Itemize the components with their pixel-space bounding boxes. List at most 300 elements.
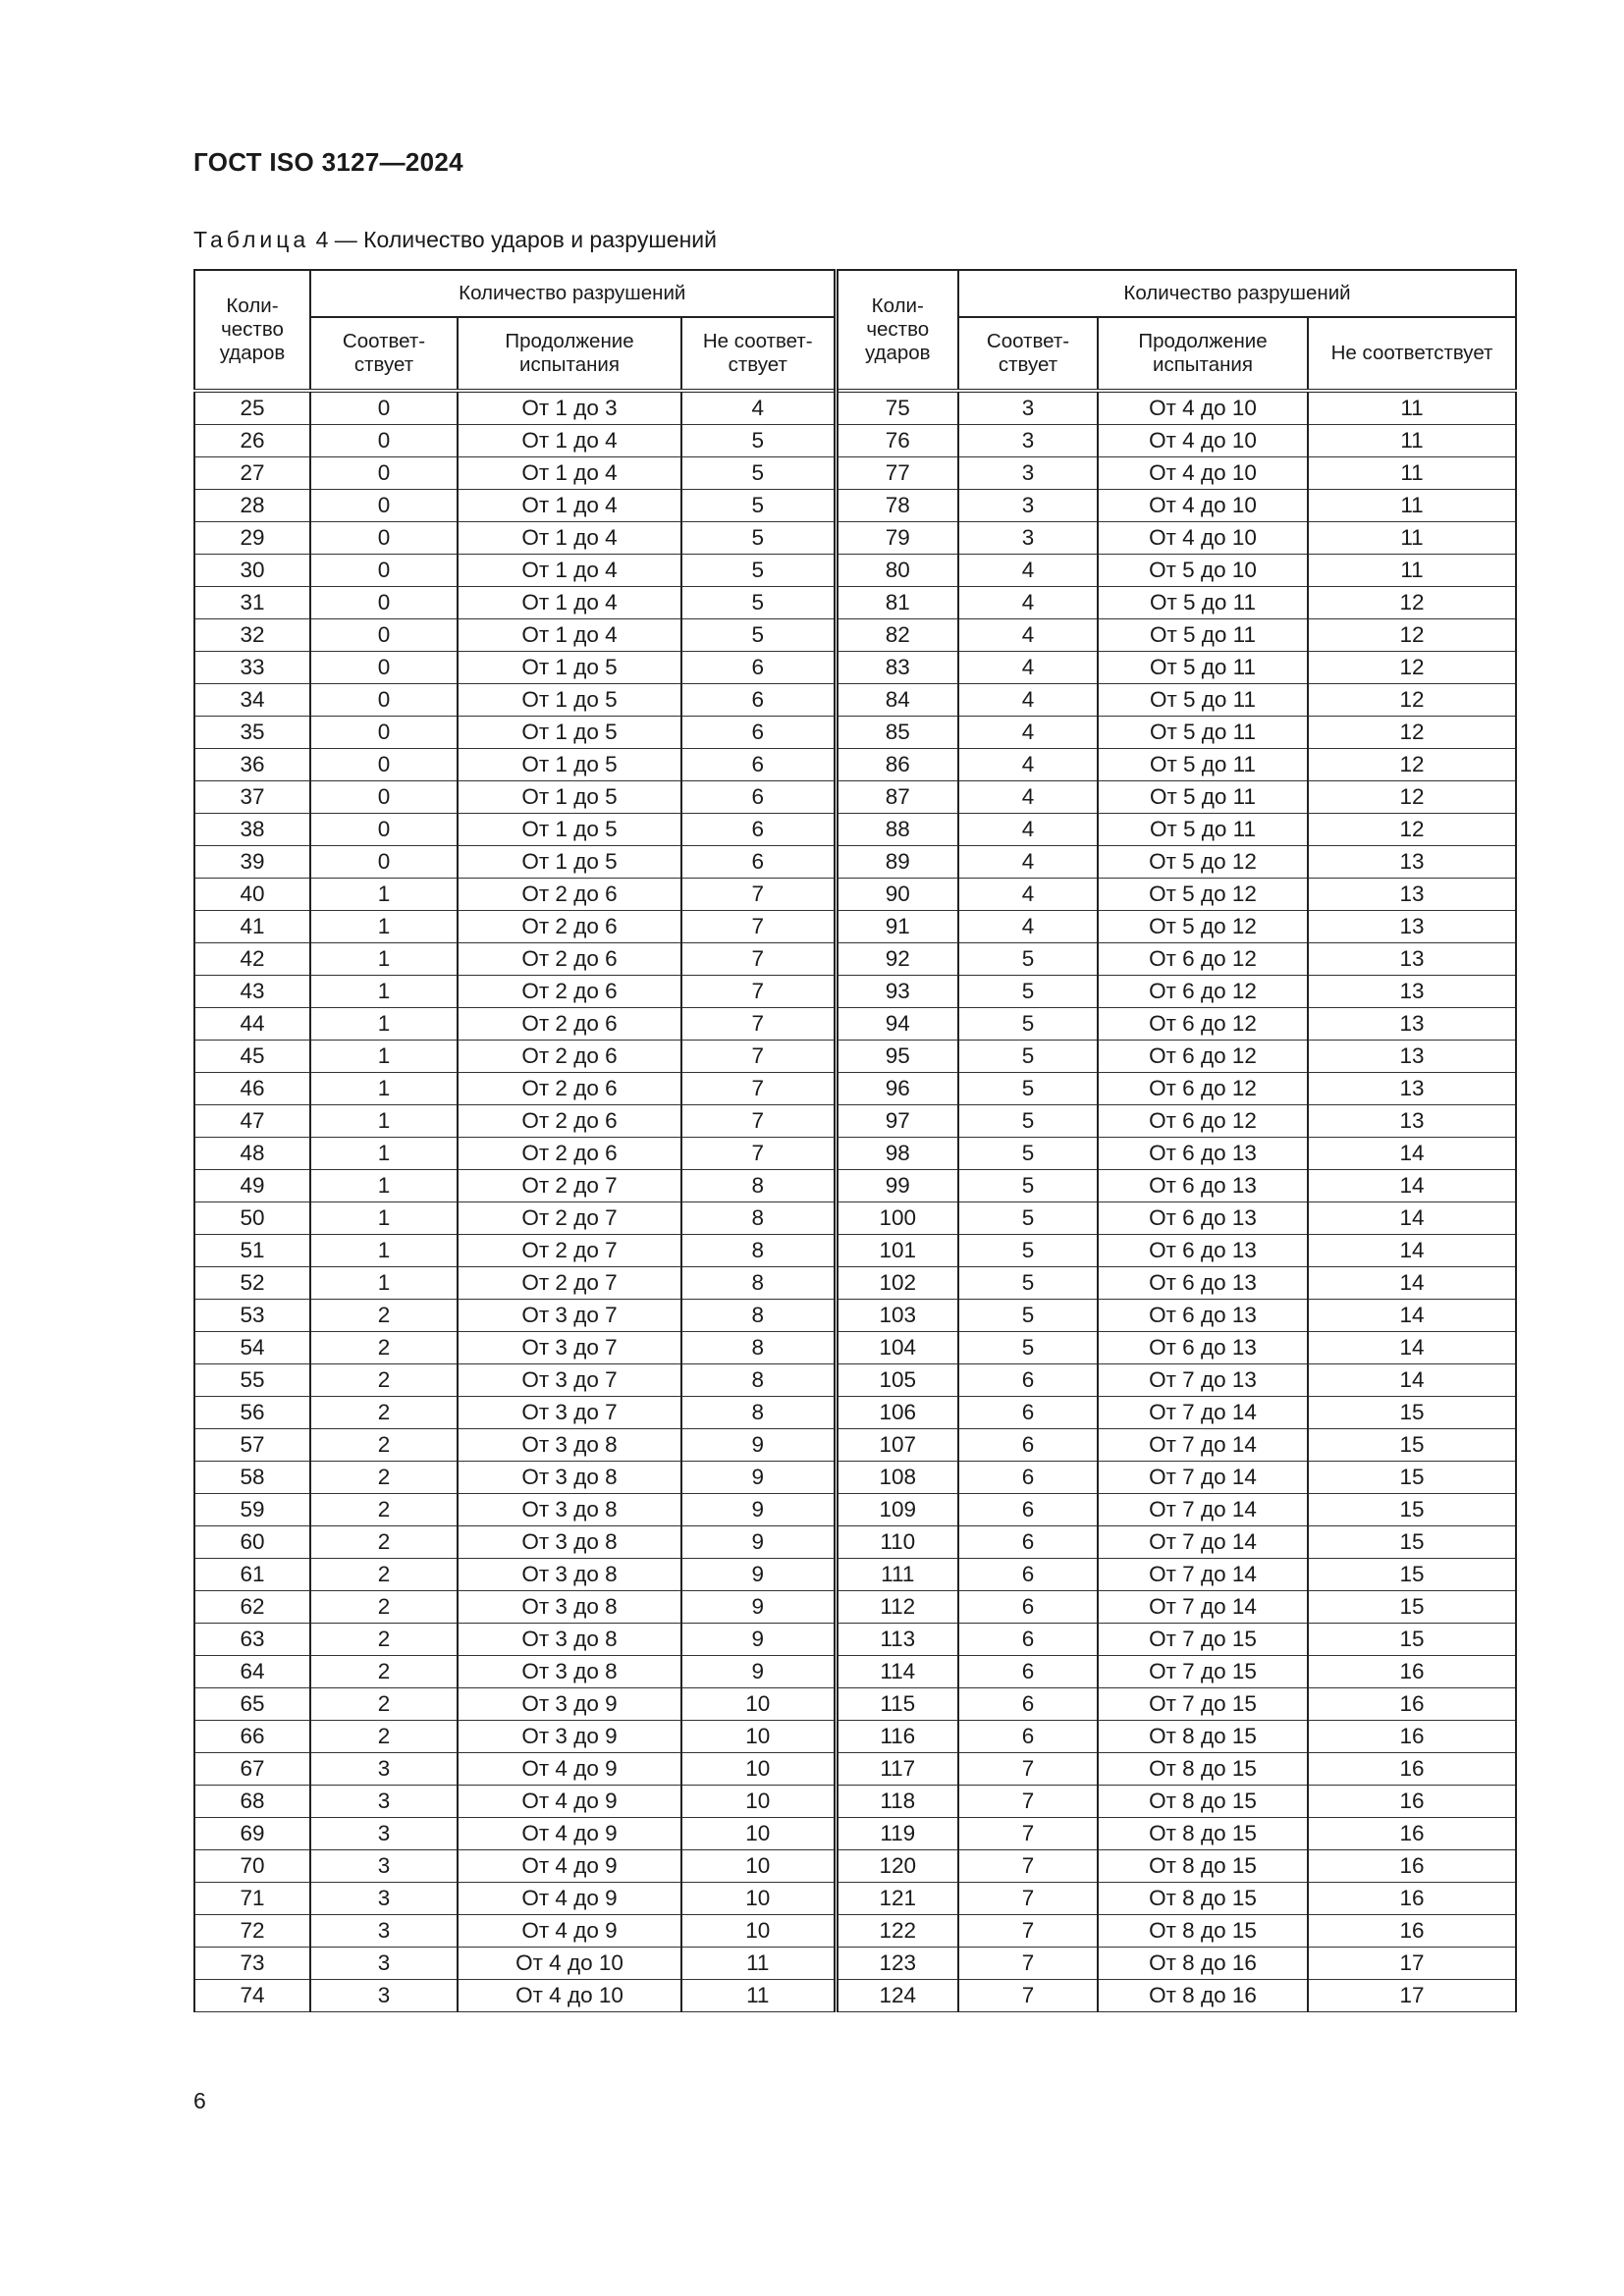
table-cell-continue-range-left: От 4 до 9 [458, 1915, 681, 1948]
table-cell-impact-count-left: 31 [194, 587, 310, 619]
table-cell-nonconform-count-right: 12 [1308, 684, 1516, 717]
table-cell-nonconform-count-left: 10 [681, 1688, 836, 1721]
table-cell-impact-count-left: 25 [194, 391, 310, 425]
table-cell-conform-count-right: 4 [958, 814, 1098, 846]
header-failures-group-right: Количество разрушений [958, 270, 1516, 317]
table-cell-nonconform-count-left: 10 [681, 1721, 836, 1753]
table-cell-conform-count-right: 4 [958, 879, 1098, 911]
table-cell-continue-range-right: От 7 до 13 [1098, 1364, 1308, 1397]
table-cell-impact-count-left: 42 [194, 943, 310, 976]
header-nonconform-left: Не соответ- ствует [681, 317, 836, 391]
table-row [194, 1818, 1516, 1850]
table-cell-continue-range-left: От 1 до 4 [458, 587, 681, 619]
table-cell-impact-count-right: 109 [836, 1494, 958, 1526]
table-cell-continue-range-right: От 6 до 13 [1098, 1138, 1308, 1170]
table-cell-continue-range-right: От 5 до 11 [1098, 619, 1308, 652]
table-cell-conform-count-left: 1 [310, 1138, 458, 1170]
table-cell-nonconform-count-left: 9 [681, 1559, 836, 1591]
table-cell-continue-range-left: От 2 до 6 [458, 943, 681, 976]
table-cell-continue-range-left: От 3 до 8 [458, 1591, 681, 1624]
table-cell-conform-count-right: 5 [958, 1041, 1098, 1073]
table-cell-conform-count-left: 0 [310, 490, 458, 522]
header-continue-right: Продолжение испытания [1098, 317, 1308, 391]
table-cell-continue-range-left: От 4 до 9 [458, 1786, 681, 1818]
table-cell-conform-count-left: 0 [310, 522, 458, 555]
table-cell-impact-count-left: 48 [194, 1138, 310, 1170]
table-cell-continue-range-left: От 2 до 6 [458, 911, 681, 943]
table-cell-conform-count-right: 6 [958, 1494, 1098, 1526]
table-cell-conform-count-right: 4 [958, 749, 1098, 781]
table-cell-continue-range-right: От 7 до 15 [1098, 1656, 1308, 1688]
table-cell-continue-range-right: От 6 до 13 [1098, 1170, 1308, 1202]
impacts-failures-table [193, 269, 1517, 2012]
table-cell-impact-count-right: 96 [836, 1073, 958, 1105]
table-cell-conform-count-left: 3 [310, 1948, 458, 1980]
table-cell-continue-range-left: От 2 до 6 [458, 879, 681, 911]
table-cell-nonconform-count-right: 13 [1308, 1008, 1516, 1041]
table-cell-impact-count-left: 29 [194, 522, 310, 555]
table-cell-nonconform-count-left: 7 [681, 1138, 836, 1170]
table-cell-conform-count-right: 5 [958, 1332, 1098, 1364]
table-cell-conform-count-left: 2 [310, 1591, 458, 1624]
table-cell-nonconform-count-left: 9 [681, 1429, 836, 1462]
table-cell-conform-count-right: 3 [958, 457, 1098, 490]
table-cell-nonconform-count-right: 15 [1308, 1494, 1516, 1526]
table-cell-continue-range-left: От 3 до 8 [458, 1462, 681, 1494]
table-row [194, 1462, 1516, 1494]
table-row [194, 1300, 1516, 1332]
document-code: ГОСТ ISO 3127—2024 [193, 147, 463, 177]
table-cell-impact-count-right: 121 [836, 1883, 958, 1915]
table-cell-continue-range-left: От 1 до 5 [458, 781, 681, 814]
table-cell-nonconform-count-right: 16 [1308, 1721, 1516, 1753]
table-cell-nonconform-count-right: 16 [1308, 1786, 1516, 1818]
table-cell-continue-range-left: От 4 до 10 [458, 1980, 681, 2012]
table-cell-conform-count-right: 7 [958, 1948, 1098, 1980]
table-row [194, 749, 1516, 781]
table-cell-impact-count-left: 73 [194, 1948, 310, 1980]
table-row [194, 1138, 1516, 1170]
table-row [194, 1397, 1516, 1429]
table-cell-conform-count-right: 5 [958, 1008, 1098, 1041]
table-cell-continue-range-left: От 1 до 4 [458, 425, 681, 457]
table-row [194, 1948, 1516, 1980]
table-cell-impact-count-right: 103 [836, 1300, 958, 1332]
table-cell-impact-count-right: 102 [836, 1267, 958, 1300]
table-cell-conform-count-right: 6 [958, 1462, 1098, 1494]
table-cell-nonconform-count-right: 16 [1308, 1656, 1516, 1688]
table-cell-impact-count-right: 112 [836, 1591, 958, 1624]
table-cell-continue-range-right: От 7 до 14 [1098, 1429, 1308, 1462]
table-cell-nonconform-count-right: 17 [1308, 1948, 1516, 1980]
table-cell-impact-count-right: 81 [836, 587, 958, 619]
table-cell-impact-count-right: 113 [836, 1624, 958, 1656]
table-cell-conform-count-left: 2 [310, 1526, 458, 1559]
table-cell-conform-count-right: 5 [958, 1105, 1098, 1138]
table-cell-conform-count-right: 6 [958, 1624, 1098, 1656]
table-cell-impact-count-left: 66 [194, 1721, 310, 1753]
table-cell-conform-count-left: 0 [310, 555, 458, 587]
table-cell-nonconform-count-right: 16 [1308, 1818, 1516, 1850]
table-cell-conform-count-right: 6 [958, 1559, 1098, 1591]
table-cell-nonconform-count-left: 10 [681, 1753, 836, 1786]
table-row [194, 1753, 1516, 1786]
table-cell-conform-count-left: 2 [310, 1462, 458, 1494]
table-cell-impact-count-right: 107 [836, 1429, 958, 1462]
table-cell-continue-range-right: От 6 до 12 [1098, 1041, 1308, 1073]
table-cell-conform-count-left: 2 [310, 1688, 458, 1721]
table-cell-nonconform-count-left: 8 [681, 1332, 836, 1364]
table-cell-impact-count-left: 67 [194, 1753, 310, 1786]
table-cell-continue-range-left: От 1 до 5 [458, 749, 681, 781]
table-cell-continue-range-left: От 2 до 6 [458, 1105, 681, 1138]
table-cell-nonconform-count-right: 16 [1308, 1688, 1516, 1721]
table-cell-conform-count-right: 4 [958, 652, 1098, 684]
table-cell-conform-count-left: 0 [310, 619, 458, 652]
table-cell-conform-count-left: 2 [310, 1300, 458, 1332]
table-cell-continue-range-right: От 5 до 12 [1098, 879, 1308, 911]
table-cell-continue-range-left: От 1 до 5 [458, 814, 681, 846]
table-cell-continue-range-left: От 3 до 7 [458, 1300, 681, 1332]
table-cell-continue-range-left: От 3 до 8 [458, 1494, 681, 1526]
table-cell-conform-count-right: 5 [958, 1138, 1098, 1170]
table-cell-conform-count-right: 5 [958, 1073, 1098, 1105]
table-cell-nonconform-count-right: 14 [1308, 1138, 1516, 1170]
table-cell-continue-range-right: От 6 до 12 [1098, 943, 1308, 976]
table-cell-continue-range-left: От 1 до 3 [458, 391, 681, 425]
table-cell-impact-count-right: 122 [836, 1915, 958, 1948]
table-cell-nonconform-count-right: 11 [1308, 425, 1516, 457]
table-cell-continue-range-left: От 1 до 5 [458, 846, 681, 879]
table-row [194, 619, 1516, 652]
table-row [194, 1688, 1516, 1721]
table-cell-continue-range-left: От 2 до 7 [458, 1235, 681, 1267]
table-cell-conform-count-left: 1 [310, 1267, 458, 1300]
table-row [194, 1073, 1516, 1105]
table-cell-impact-count-left: 39 [194, 846, 310, 879]
table-cell-nonconform-count-right: 15 [1308, 1429, 1516, 1462]
table-cell-nonconform-count-left: 5 [681, 555, 836, 587]
table-cell-impact-count-right: 79 [836, 522, 958, 555]
table-cell-conform-count-right: 5 [958, 976, 1098, 1008]
table-cell-impact-count-right: 92 [836, 943, 958, 976]
table-cell-conform-count-left: 1 [310, 1041, 458, 1073]
table-cell-conform-count-left: 0 [310, 846, 458, 879]
table-cell-conform-count-right: 7 [958, 1818, 1098, 1850]
table-cell-conform-count-left: 1 [310, 911, 458, 943]
table-row [194, 943, 1516, 976]
table-cell-impact-count-left: 61 [194, 1559, 310, 1591]
table-row [194, 522, 1516, 555]
table-cell-continue-range-right: От 4 до 10 [1098, 425, 1308, 457]
table-cell-continue-range-left: От 1 до 4 [458, 619, 681, 652]
table-cell-conform-count-left: 3 [310, 1850, 458, 1883]
table-cell-continue-range-left: От 2 до 6 [458, 1073, 681, 1105]
table-cell-nonconform-count-right: 15 [1308, 1526, 1516, 1559]
table-row [194, 1364, 1516, 1397]
table-cell-impact-count-right: 94 [836, 1008, 958, 1041]
table-row [194, 425, 1516, 457]
table-cell-nonconform-count-right: 14 [1308, 1267, 1516, 1300]
table-cell-impact-count-right: 80 [836, 555, 958, 587]
table-cell-impact-count-right: 104 [836, 1332, 958, 1364]
table-cell-continue-range-right: От 6 до 13 [1098, 1267, 1308, 1300]
table-cell-conform-count-right: 6 [958, 1429, 1098, 1462]
table-cell-continue-range-left: От 2 до 7 [458, 1202, 681, 1235]
table-cell-continue-range-right: От 6 до 12 [1098, 1105, 1308, 1138]
table-cell-nonconform-count-left: 10 [681, 1818, 836, 1850]
table-cell-nonconform-count-left: 9 [681, 1494, 836, 1526]
table-cell-continue-range-left: От 4 до 9 [458, 1850, 681, 1883]
table-cell-conform-count-left: 0 [310, 749, 458, 781]
table-cell-continue-range-left: От 2 до 6 [458, 1041, 681, 1073]
table-cell-continue-range-right: От 4 до 10 [1098, 391, 1308, 425]
table-cell-impact-count-left: 69 [194, 1818, 310, 1850]
table-cell-conform-count-left: 2 [310, 1624, 458, 1656]
table-cell-impact-count-right: 90 [836, 879, 958, 911]
table-cell-impact-count-left: 70 [194, 1850, 310, 1883]
table-cell-conform-count-left: 0 [310, 425, 458, 457]
table-cell-impact-count-left: 38 [194, 814, 310, 846]
table-row [194, 1494, 1516, 1526]
table-cell-impact-count-left: 60 [194, 1526, 310, 1559]
table-caption [193, 227, 717, 253]
table-cell-nonconform-count-left: 6 [681, 749, 836, 781]
table-cell-impact-count-left: 68 [194, 1786, 310, 1818]
table-cell-nonconform-count-left: 6 [681, 652, 836, 684]
table-cell-nonconform-count-right: 13 [1308, 879, 1516, 911]
table-row [194, 1008, 1516, 1041]
table-cell-nonconform-count-right: 12 [1308, 652, 1516, 684]
table-cell-continue-range-right: От 4 до 10 [1098, 522, 1308, 555]
table-cell-impact-count-left: 72 [194, 1915, 310, 1948]
table-cell-impact-count-left: 44 [194, 1008, 310, 1041]
table-cell-continue-range-right: От 6 до 12 [1098, 1008, 1308, 1041]
table-cell-nonconform-count-left: 9 [681, 1624, 836, 1656]
table-cell-nonconform-count-right: 11 [1308, 490, 1516, 522]
table-row [194, 1591, 1516, 1624]
table-cell-conform-count-left: 2 [310, 1656, 458, 1688]
table-cell-conform-count-right: 7 [958, 1753, 1098, 1786]
table-row [194, 1105, 1516, 1138]
table-cell-impact-count-right: 88 [836, 814, 958, 846]
table-cell-continue-range-left: От 1 до 4 [458, 490, 681, 522]
table-cell-nonconform-count-right: 14 [1308, 1364, 1516, 1397]
table-cell-nonconform-count-left: 8 [681, 1267, 836, 1300]
table-row [194, 1721, 1516, 1753]
table-cell-conform-count-left: 2 [310, 1397, 458, 1429]
table-cell-conform-count-right: 6 [958, 1526, 1098, 1559]
table-cell-continue-range-right: От 5 до 11 [1098, 781, 1308, 814]
table-caption-prefix: Таблица [193, 227, 310, 252]
table-cell-nonconform-count-right: 14 [1308, 1170, 1516, 1202]
table-cell-continue-range-right: От 8 до 15 [1098, 1883, 1308, 1915]
table-cell-impact-count-right: 99 [836, 1170, 958, 1202]
table-cell-impact-count-right: 108 [836, 1462, 958, 1494]
table-row [194, 814, 1516, 846]
table-cell-nonconform-count-left: 7 [681, 879, 836, 911]
table-cell-impact-count-right: 85 [836, 717, 958, 749]
table-cell-impact-count-left: 45 [194, 1041, 310, 1073]
table-cell-nonconform-count-left: 9 [681, 1656, 836, 1688]
table-cell-nonconform-count-left: 10 [681, 1786, 836, 1818]
table-row [194, 1883, 1516, 1915]
table-cell-impact-count-right: 120 [836, 1850, 958, 1883]
table-row [194, 1202, 1516, 1235]
table-cell-conform-count-right: 6 [958, 1364, 1098, 1397]
table-cell-impact-count-left: 33 [194, 652, 310, 684]
table-cell-nonconform-count-right: 12 [1308, 619, 1516, 652]
table-cell-continue-range-left: От 3 до 7 [458, 1397, 681, 1429]
table-cell-conform-count-right: 5 [958, 1267, 1098, 1300]
table-row [194, 391, 1516, 425]
table-cell-conform-count-left: 2 [310, 1429, 458, 1462]
table-cell-impact-count-right: 114 [836, 1656, 958, 1688]
header-conform-left: Соответ- ствует [310, 317, 458, 391]
table-cell-nonconform-count-right: 15 [1308, 1559, 1516, 1591]
table-cell-conform-count-left: 0 [310, 814, 458, 846]
table-cell-impact-count-right: 84 [836, 684, 958, 717]
table-cell-conform-count-right: 7 [958, 1980, 1098, 2012]
table-cell-nonconform-count-left: 7 [681, 1008, 836, 1041]
table-cell-continue-range-left: От 3 до 8 [458, 1624, 681, 1656]
table-cell-nonconform-count-right: 14 [1308, 1202, 1516, 1235]
table-cell-nonconform-count-left: 5 [681, 587, 836, 619]
table-cell-nonconform-count-left: 7 [681, 976, 836, 1008]
table-cell-conform-count-left: 1 [310, 1235, 458, 1267]
table-cell-conform-count-left: 0 [310, 717, 458, 749]
table-cell-impact-count-right: 95 [836, 1041, 958, 1073]
table-cell-conform-count-right: 4 [958, 619, 1098, 652]
table-cell-nonconform-count-right: 15 [1308, 1624, 1516, 1656]
table-body [194, 391, 1516, 2012]
table-cell-impact-count-left: 50 [194, 1202, 310, 1235]
table-row [194, 587, 1516, 619]
table-cell-nonconform-count-right: 16 [1308, 1753, 1516, 1786]
table-cell-continue-range-right: От 5 до 12 [1098, 846, 1308, 879]
table-row [194, 1624, 1516, 1656]
table-cell-nonconform-count-left: 5 [681, 457, 836, 490]
table-row [194, 1429, 1516, 1462]
table-cell-impact-count-right: 82 [836, 619, 958, 652]
table-cell-continue-range-right: От 8 до 15 [1098, 1818, 1308, 1850]
table-cell-nonconform-count-right: 14 [1308, 1300, 1516, 1332]
table-cell-continue-range-right: От 6 до 12 [1098, 976, 1308, 1008]
table-cell-nonconform-count-right: 11 [1308, 555, 1516, 587]
table-cell-continue-range-left: От 4 до 9 [458, 1753, 681, 1786]
table-cell-conform-count-left: 0 [310, 684, 458, 717]
table-cell-nonconform-count-left: 6 [681, 684, 836, 717]
table-cell-continue-range-right: От 8 до 15 [1098, 1753, 1308, 1786]
table-cell-continue-range-left: От 3 до 7 [458, 1364, 681, 1397]
table-cell-conform-count-right: 6 [958, 1591, 1098, 1624]
table-cell-conform-count-left: 0 [310, 391, 458, 425]
table-cell-continue-range-left: От 3 до 8 [458, 1526, 681, 1559]
table-cell-conform-count-left: 0 [310, 587, 458, 619]
table-cell-impact-count-left: 41 [194, 911, 310, 943]
table-cell-nonconform-count-right: 16 [1308, 1915, 1516, 1948]
table-cell-nonconform-count-left: 5 [681, 425, 836, 457]
table-row [194, 1559, 1516, 1591]
table-cell-conform-count-right: 5 [958, 1170, 1098, 1202]
table-cell-continue-range-right: От 8 до 15 [1098, 1721, 1308, 1753]
table-cell-nonconform-count-right: 12 [1308, 717, 1516, 749]
header-impact-count-right: Коли- чество ударов [836, 270, 958, 391]
table-cell-impact-count-left: 26 [194, 425, 310, 457]
table-cell-continue-range-right: От 8 до 16 [1098, 1948, 1308, 1980]
table-cell-impact-count-left: 53 [194, 1300, 310, 1332]
table-cell-continue-range-right: От 6 до 13 [1098, 1332, 1308, 1364]
table-cell-impact-count-right: 116 [836, 1721, 958, 1753]
table-cell-continue-range-left: От 2 до 6 [458, 976, 681, 1008]
table-cell-conform-count-right: 4 [958, 684, 1098, 717]
table-cell-continue-range-right: От 6 до 13 [1098, 1300, 1308, 1332]
table-cell-impact-count-left: 62 [194, 1591, 310, 1624]
table-cell-nonconform-count-left: 10 [681, 1915, 836, 1948]
table-cell-impact-count-right: 111 [836, 1559, 958, 1591]
table-cell-continue-range-right: От 7 до 14 [1098, 1526, 1308, 1559]
table-row [194, 976, 1516, 1008]
table-cell-nonconform-count-left: 9 [681, 1591, 836, 1624]
table-cell-impact-count-left: 46 [194, 1073, 310, 1105]
table-cell-continue-range-left: От 1 до 4 [458, 522, 681, 555]
table-row [194, 1235, 1516, 1267]
table-row [194, 1170, 1516, 1202]
table-cell-continue-range-right: От 8 до 15 [1098, 1915, 1308, 1948]
table-cell-continue-range-right: От 5 до 11 [1098, 749, 1308, 781]
table-cell-impact-count-left: 74 [194, 1980, 310, 2012]
table-cell-nonconform-count-right: 12 [1308, 781, 1516, 814]
table-cell-impact-count-right: 118 [836, 1786, 958, 1818]
table-cell-impact-count-left: 30 [194, 555, 310, 587]
table-cell-continue-range-left: От 3 до 7 [458, 1332, 681, 1364]
table-row [194, 1526, 1516, 1559]
table-cell-conform-count-left: 0 [310, 781, 458, 814]
table-cell-continue-range-right: От 8 до 15 [1098, 1850, 1308, 1883]
table-cell-impact-count-left: 52 [194, 1267, 310, 1300]
table-cell-continue-range-right: От 7 до 14 [1098, 1397, 1308, 1429]
table-row [194, 846, 1516, 879]
table-cell-impact-count-right: 124 [836, 1980, 958, 2012]
table-cell-conform-count-right: 3 [958, 490, 1098, 522]
table-cell-conform-count-left: 3 [310, 1915, 458, 1948]
table-cell-conform-count-left: 3 [310, 1786, 458, 1818]
table-cell-continue-range-right: От 4 до 10 [1098, 457, 1308, 490]
table-cell-conform-count-right: 3 [958, 425, 1098, 457]
table-cell-continue-range-left: От 3 до 9 [458, 1721, 681, 1753]
table-cell-impact-count-left: 36 [194, 749, 310, 781]
table-cell-continue-range-left: От 3 до 8 [458, 1559, 681, 1591]
table-cell-nonconform-count-right: 15 [1308, 1591, 1516, 1624]
impacts-failures-table-container [193, 269, 1515, 2012]
table-cell-conform-count-right: 7 [958, 1883, 1098, 1915]
table-cell-impact-count-right: 93 [836, 976, 958, 1008]
table-cell-nonconform-count-right: 14 [1308, 1332, 1516, 1364]
table-row [194, 1850, 1516, 1883]
table-cell-nonconform-count-left: 8 [681, 1300, 836, 1332]
table-cell-impact-count-left: 63 [194, 1624, 310, 1656]
table-cell-conform-count-left: 1 [310, 943, 458, 976]
table-cell-impact-count-right: 115 [836, 1688, 958, 1721]
table-cell-nonconform-count-left: 11 [681, 1948, 836, 1980]
table-cell-nonconform-count-left: 7 [681, 1073, 836, 1105]
table-cell-impact-count-right: 101 [836, 1235, 958, 1267]
table-cell-conform-count-right: 4 [958, 846, 1098, 879]
table-cell-conform-count-right: 3 [958, 522, 1098, 555]
table-row [194, 490, 1516, 522]
table-cell-nonconform-count-right: 16 [1308, 1850, 1516, 1883]
table-cell-nonconform-count-right: 16 [1308, 1883, 1516, 1915]
